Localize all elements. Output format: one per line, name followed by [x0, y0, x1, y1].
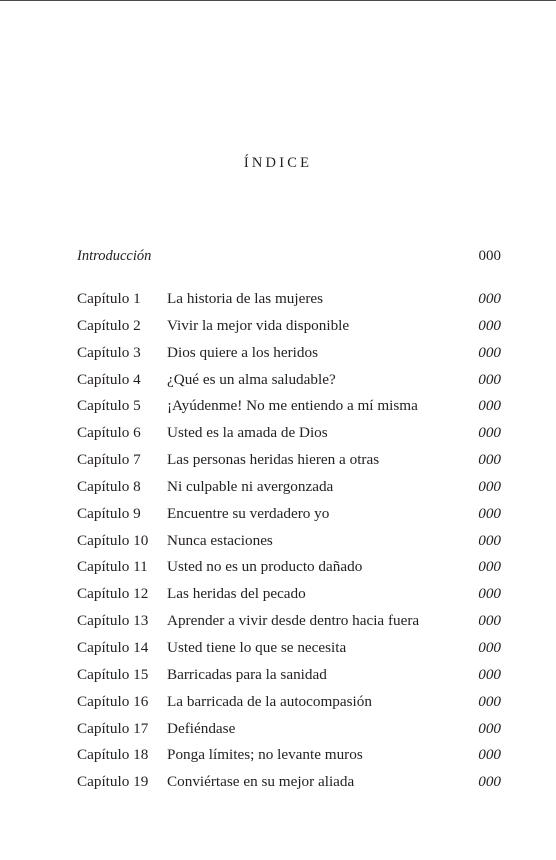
chapter-page-number: 000 — [478, 397, 501, 415]
toc-entry-introduction[interactable] — [77, 248, 501, 268]
toc-entry[interactable] — [77, 745, 501, 772]
chapter-title: Las heridas del pecado — [167, 585, 306, 603]
toc-entry[interactable] — [77, 719, 501, 746]
table-of-contents — [77, 289, 501, 799]
chapter-page-number: 000 — [478, 719, 501, 737]
chapter-number: Capítulo 12 — [77, 585, 149, 603]
toc-entry[interactable] — [77, 665, 501, 692]
toc-entry[interactable] — [77, 692, 501, 719]
chapter-page-number: 000 — [478, 638, 501, 656]
toc-entry[interactable] — [77, 289, 501, 316]
chapter-title: Las personas heridas hieren a otras — [167, 451, 380, 469]
chapter-page-number: 000 — [478, 746, 501, 764]
chapter-number: Capítulo 9 — [77, 504, 141, 522]
chapter-number: Capítulo 18 — [77, 746, 149, 764]
toc-entry[interactable] — [77, 557, 501, 584]
chapter-page-number: 000 — [478, 692, 501, 710]
chapter-number: Capítulo 1 — [77, 290, 141, 307]
chapter-title: Nunca estaciones — [167, 531, 273, 549]
toc-entry[interactable] — [77, 450, 501, 477]
chapter-number: Capítulo 5 — [77, 397, 141, 415]
chapter-number: Capítulo 6 — [77, 424, 141, 442]
chapter-number: Capítulo 13 — [77, 612, 149, 630]
toc-entry[interactable] — [77, 423, 501, 450]
chapter-title: Defiéndase — [167, 719, 236, 737]
chapter-page-number: 000 — [478, 370, 501, 388]
chapter-title: Dios quiere a los heridos — [167, 343, 318, 361]
chapter-number: Capítulo 10 — [77, 531, 149, 549]
chapter-page-number: 000 — [478, 665, 501, 683]
chapter-title: Vivir la mejor vida disponible — [167, 316, 350, 334]
chapter-page-number: 000 — [478, 504, 501, 522]
chapter-title: La barricada de la autocompasión — [167, 692, 372, 710]
toc-entry[interactable] — [77, 477, 501, 504]
chapter-number: Capítulo 7 — [77, 451, 141, 469]
chapter-page-number: 000 — [478, 290, 501, 307]
toc-entry[interactable] — [77, 343, 501, 370]
chapter-title: Aprender a vivir desde dentro hacia fuera — [167, 612, 420, 630]
chapter-page-number: 000 — [478, 316, 501, 334]
chapter-page-number: 000 — [478, 451, 501, 469]
chapter-page-number: 000 — [478, 424, 501, 442]
introduction-page-number: 000 — [478, 248, 501, 264]
chapter-page-number: 000 — [478, 477, 501, 495]
chapter-title: Usted no es un producto dañado — [167, 558, 363, 576]
toc-entry[interactable] — [77, 504, 501, 531]
chapter-number: Capítulo 8 — [77, 477, 141, 495]
chapter-title: Ni culpable ni avergonzada — [167, 477, 334, 495]
chapter-number: Capítulo 15 — [77, 665, 149, 683]
chapter-number: Capítulo 14 — [77, 638, 149, 656]
chapter-title: ¿Qué es un alma saludable? — [167, 370, 336, 388]
toc-entry[interactable] — [77, 638, 501, 665]
chapter-title: Usted tiene lo que se necesita — [167, 638, 347, 656]
chapter-page-number: 000 — [478, 773, 501, 791]
chapter-number: Capítulo 2 — [77, 316, 141, 334]
chapter-title: Barricadas para la sanidad — [167, 665, 327, 683]
top-border-line — [0, 0, 556, 1]
chapter-number: Capítulo 19 — [77, 773, 149, 791]
toc-entry[interactable] — [77, 531, 501, 558]
toc-entry[interactable] — [77, 611, 501, 638]
chapter-title: ¡Ayúdenme! No me entiendo a mí misma — [167, 397, 418, 415]
page-title: ÍNDICE — [243, 155, 313, 171]
toc-entry[interactable] — [77, 772, 501, 799]
chapter-title: Encuentre su verdadero yo — [167, 504, 330, 522]
chapter-title: Conviértase en su mejor aliada — [167, 773, 355, 791]
chapter-title: Usted es la amada de Dios — [167, 424, 328, 442]
chapter-title: La historia de las mujeres — [167, 290, 324, 307]
toc-entry[interactable] — [77, 316, 501, 343]
toc-entry[interactable] — [77, 584, 501, 611]
chapter-page-number: 000 — [478, 558, 501, 576]
chapter-number: Capítulo 16 — [77, 692, 149, 710]
chapter-page-number: 000 — [478, 612, 501, 630]
chapter-number: Capítulo 4 — [77, 370, 141, 388]
chapter-page-number: 000 — [478, 585, 501, 603]
toc-entry[interactable] — [77, 370, 501, 397]
chapter-page-number: 000 — [478, 343, 501, 361]
chapter-number: Capítulo 17 — [77, 719, 149, 737]
chapter-page-number: 000 — [478, 531, 501, 549]
chapter-title: Ponga límites; no levante muros — [167, 746, 363, 764]
introduction-label: Introducción — [77, 248, 152, 264]
chapter-number: Capítulo 3 — [77, 343, 141, 361]
chapter-number: Capítulo 11 — [77, 558, 148, 576]
toc-entry[interactable] — [77, 396, 501, 423]
